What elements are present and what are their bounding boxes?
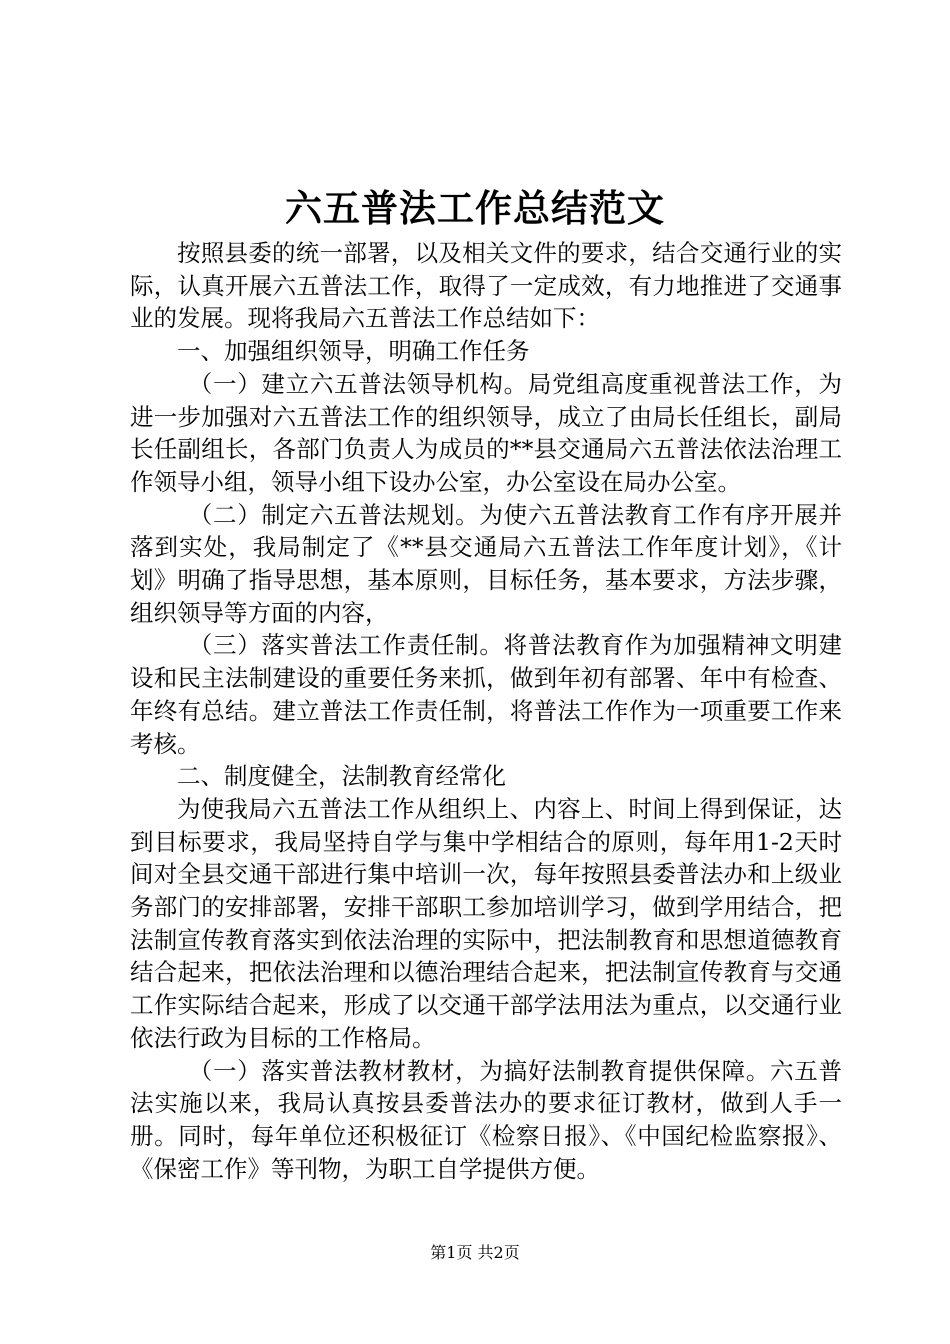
paragraph-1-3: （三）落实普法工作责任制。将普法教育作为加强精神文明建设和民主法制建设的重要任务来抓，做到年初有部署、年中有检查、年终有总结。建立普法工作责任制，将普法工作作为一项重要工作来考核。 xyxy=(130,631,842,758)
paragraph-2-1: （一）落实普法教材教材，为搞好法制教育提供保障。六五普法实施以来，我局认真按县委普法办的要求征订教材，做到人手一册。同时，每年单位还积极征订《检察日报》、《中国纪检监察报》、《保密工作》等刊物，为职工自学提供方便。 xyxy=(130,1056,842,1183)
paragraph-2-intro: 为使我局六五普法工作从组织上、内容上、时间上得到保证，达到目标要求，我局坚持自学与集中学相结合的原则，每年用1-2天时间对全县交通干部进行集中培训一次，每年按照县委普法办和上级业务部门的安排部署，安排干部职工参加培训学习，做到学用结合，把法制宣传教育落实到依法治理的实际中，把法制教育和思想道德教育结合起来，把依法治理和以德治理结合起来，把法制宣传教育与交通工作实际结合起来，形成了以交通干部学法用法为重点，以交通行业依法行政为目标的工作格局。 xyxy=(130,794,842,1052)
paragraph-intro: 按照县委的统一部署，以及相关文件的要求，结合交通行业的实际，认真开展六五普法工作，取得了一定成效，有力地推进了交通事业的发展。现将我局六五普法工作总结如下： xyxy=(130,239,842,333)
section-heading-2: 二、制度健全，法制教育经常化 xyxy=(177,762,506,791)
paragraph-1-2: （二）制定六五普法规划。为使六五普法教育工作有序开展并落到实处，我局制定了《**县交通局六五普法工作年度计划》，《计划》明确了指导思想，基本原则，目标任务，基本要求，方法步骤，组织领导等方面的内容， xyxy=(130,500,842,627)
document-body xyxy=(130,237,842,1185)
page-footer: 第1页 共2页 xyxy=(430,1243,520,1262)
document-title: 六五普法工作总结范文 xyxy=(285,186,665,230)
section-heading-1: 一、加强组织领导，明确工作任务 xyxy=(177,337,530,366)
paragraph-1-1: （一）建立六五普法领导机构。局党组高度重视普法工作，为进一步加强对六五普法工作的组织领导，成立了由局长任组长，副局长任副组长，各部门负责人为成员的**县交通局六五普法依法治理工作领导小组，领导小组下设办公室，办公室设在局办公室。 xyxy=(130,369,842,496)
